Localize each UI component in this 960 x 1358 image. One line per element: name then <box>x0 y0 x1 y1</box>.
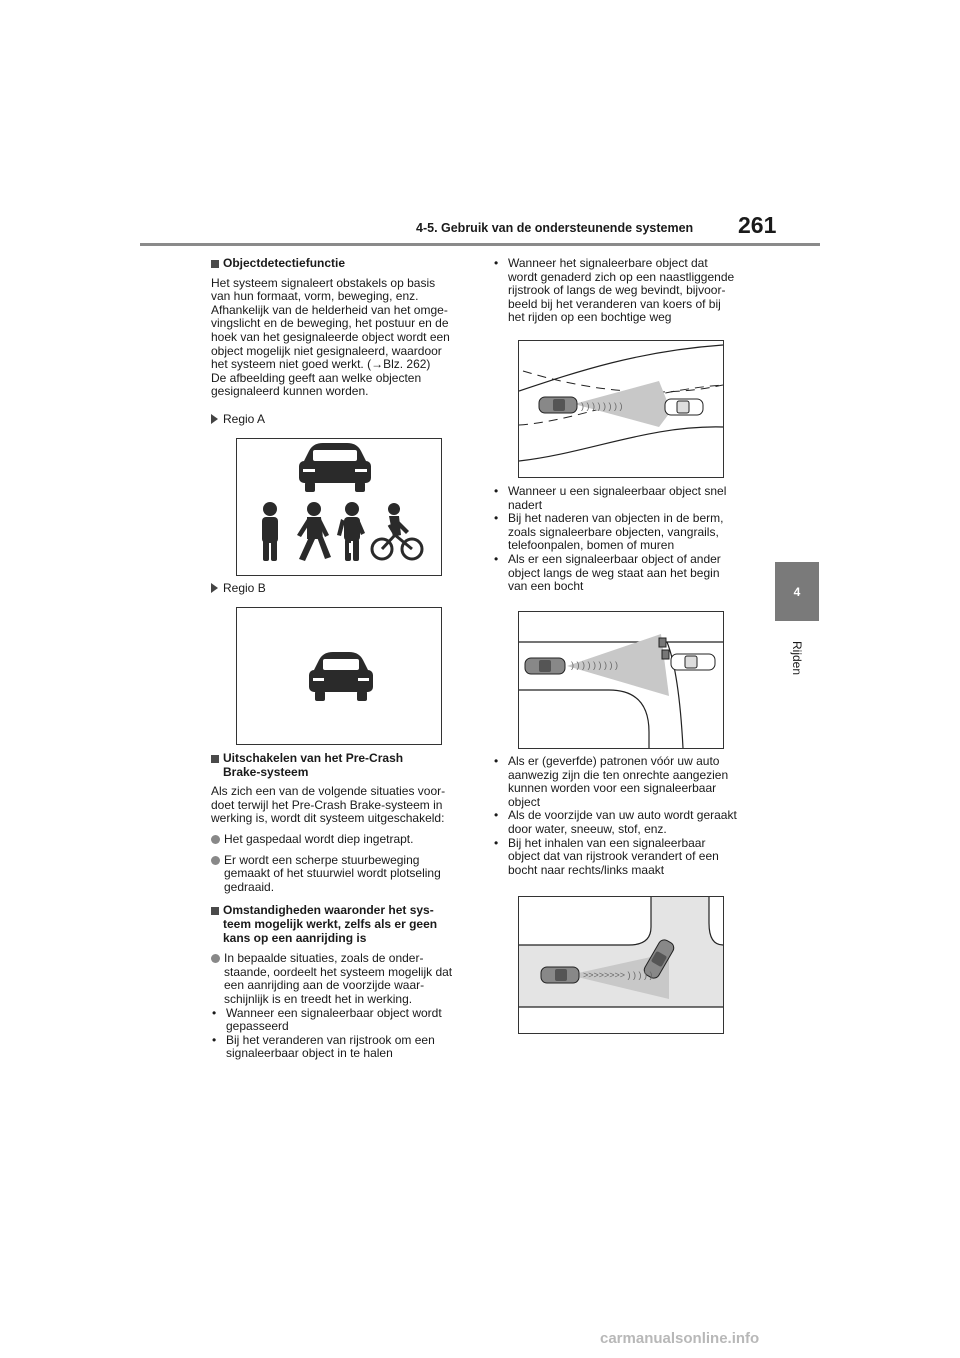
road-edge-line <box>519 345 723 391</box>
list-item: • Bij het veranderen van rijstrook om een signaleerbaar object in te halen <box>212 1032 435 1061</box>
radar-waves-icon: ) ) ) ) ) ) ) ) <box>581 401 623 411</box>
triangle-bullet-icon <box>211 583 218 593</box>
list-item: Het gaspedaal wordt diep ingetrapt. <box>211 833 469 847</box>
list-item: • Als er (geverfde) patronen vóór uw auto aanwezig zijn die ten onrechte aangezien kunnen worden voor een signaleerbaar object <box>494 754 729 809</box>
figure-intersection <box>518 896 724 1034</box>
figure-roadside-curve <box>518 611 724 749</box>
road-edge-line <box>709 897 723 945</box>
roadside-object-icon <box>659 638 666 647</box>
own-car-icon <box>539 397 577 413</box>
pedestrian-walking-icon <box>297 502 331 561</box>
pedestrian-with-bag-icon <box>337 502 365 561</box>
chapter-tab[interactable]: 4 <box>775 562 819 621</box>
chapter-label-text: Rijden <box>790 640 804 676</box>
heading-disable-pcs: Uitschakelen van het Pre-Crash Brake-systeem <box>211 752 469 779</box>
section-title: 4-5. Gebruik van de ondersteunende systemen <box>416 221 694 235</box>
list-item: • Bij het inhalen van een signaleerbaar object dat van rijstrook verandert of een bocht naar rechts/links maakt <box>494 835 719 877</box>
list-item: • Als de voorzijde van uw auto wordt geraakt door water, sneeuw, stof, enz. <box>494 808 737 836</box>
pedestrian-standing-icon <box>262 502 278 561</box>
circle-bullet-icon <box>211 954 220 963</box>
list-item: • Wanneer een signaleerbaar object wordt gepasseerd <box>212 1005 442 1034</box>
figure-region-a <box>236 438 442 576</box>
car-rear-icon <box>299 443 371 492</box>
object-detection-paragraph: Het systeem signaleert obstakels op basis van hun formaat, vorm, beweging, enz. Afhankelijk van de helderheid van het omge- vingslicht en de beweging, het postuur en de hoek van het gesignaleerde object wordt een object mogelijk niet gesignaleerd, waardoor het systeem niet goed werkt. (→Blz. 262) De afbeelding geeft aan welke objecten gesignaleerd kunnen worden. <box>211 275 450 399</box>
square-bullet-icon <box>211 260 219 268</box>
list-item: Er wordt een scherpe stuurbeweging gemaakt of het stuurwiel wordt plotseling gedraaid. <box>211 854 469 895</box>
circle-bullet-icon <box>211 835 220 844</box>
list-item: In bepaalde situaties, zoals de onder- staande, oordeelt het systeem mogelijk dat een aanrijding aan de voorzijde waar- schijnlijk is en treedt het in werking. <box>211 952 469 1006</box>
list-item: • Als er een signaleerbaar object of ander object langs de weg staat aan het begin van een bocht <box>494 551 721 594</box>
disable-paragraph: Als zich een van de volgende situaties voor- doet terwijl het Pre-Crash Brake-systeem in werking is, wordt dit systeem uitgeschakeld: <box>211 784 446 826</box>
road-surface <box>519 897 723 1007</box>
square-bullet-icon <box>211 907 219 915</box>
road-edge-line <box>519 690 649 748</box>
header-divider <box>140 243 820 246</box>
radar-waves-icon: >>>>>>>> ) ) ) ) ) <box>583 970 653 980</box>
region-b-illustration <box>237 608 441 744</box>
intersection-illustration <box>519 897 723 1033</box>
car-rear-icon <box>309 652 373 701</box>
curved-road-illustration <box>519 341 723 477</box>
circle-bullet-icon <box>211 856 220 865</box>
left-column-lower <box>211 752 469 1061</box>
list-item: • Bij het naderen van objecten in de berm, zoals signaleerbare objecten, vangrails, telefoonpalen, bomen of muren <box>494 511 724 553</box>
own-car-icon <box>541 967 579 983</box>
roadside-object-icon <box>662 650 669 659</box>
road-edge-line <box>519 427 723 461</box>
target-car-icon <box>665 399 703 415</box>
figure-region-b <box>236 607 442 745</box>
region-b-label: Regio B <box>211 582 469 596</box>
right-column-top <box>493 257 755 325</box>
page-number: 261 <box>738 212 777 238</box>
region-a-illustration <box>237 439 441 575</box>
cyclist-body-icon <box>388 503 409 537</box>
left-column <box>211 257 469 427</box>
lane-divider-line <box>523 371 723 392</box>
right-column-middle <box>493 485 755 594</box>
region-a-label: Regio A <box>211 413 469 427</box>
right-column-lower <box>493 755 755 877</box>
watermark: carmanualsonline.info <box>600 1330 760 1347</box>
radar-waves-icon: ) ) ) ) ) ) ) ) ) <box>571 660 618 670</box>
triangle-bullet-icon <box>211 414 218 424</box>
own-car-icon <box>525 658 565 674</box>
roadside-curve-illustration <box>519 612 723 748</box>
road-edge-line <box>519 897 651 945</box>
target-car-icon <box>671 654 715 670</box>
heading-object-detection: Objectdetectiefunctie <box>211 257 469 271</box>
list-item: • Wanneer u een signaleerbaar object snel nadert <box>494 484 727 512</box>
figure-curved-road <box>518 340 724 478</box>
chapter-label <box>771 628 823 688</box>
heading-circumstances: Omstandigheden waaronder het sys- teem mogelijk werkt, zelfs als er geen kans op een aanrijding is <box>211 904 469 945</box>
list-item: • Wanneer het signaleerbare object dat wordt genaderd zich op een naastliggende rijstrook of langs de weg bevindt, bijvoor- beeld bij het veranderen van koers of bij het rijden op een bochtige weg <box>494 256 735 325</box>
square-bullet-icon <box>211 755 219 763</box>
